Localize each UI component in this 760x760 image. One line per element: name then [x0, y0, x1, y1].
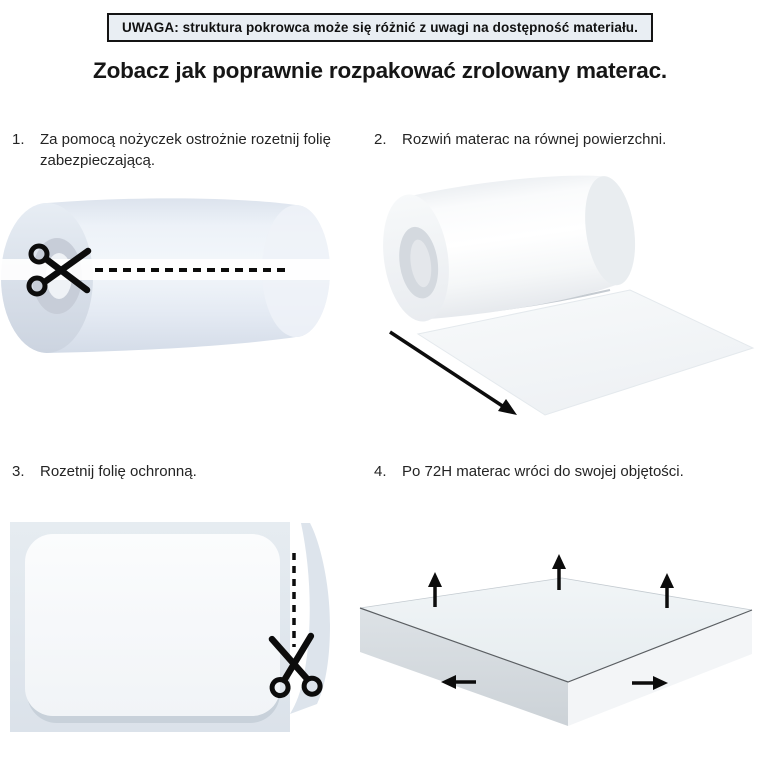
step-1-number: 1. [12, 131, 25, 148]
step-3-text: Rozetnij folię ochronną. [40, 463, 197, 480]
step-1-text: Za pomocą nożyczek ostrożnie rozetnij folię zabezpieczającą. [40, 131, 331, 169]
step-3-illustration-foil-cut [5, 515, 350, 750]
step-4-illustration-expanding-mattress [355, 545, 760, 760]
mattress-slab [360, 578, 752, 726]
peeled-foil-strip [290, 523, 330, 714]
step-3-number: 3. [12, 463, 25, 480]
flat-mattress [25, 534, 280, 716]
step-2-illustration-unrolling-mattress [360, 160, 760, 430]
step-2-text: Rozwiń materac na równej powierzchni. [402, 131, 667, 148]
page-title: Zobacz jak poprawnie rozpakować zrolowany materac. [93, 58, 667, 83]
step-1-label [12, 129, 332, 171]
step-4-text: Po 72H materac wróci do swojej objętości. [402, 463, 684, 480]
step-3-label [12, 461, 332, 482]
step-2-number: 2. [374, 131, 387, 148]
notice-banner: UWAGA: struktura pokrowca może się różnić z uwagi na dostępność materiału. [107, 13, 653, 42]
step-1-illustration-rolled-mattress [0, 183, 335, 401]
step-4-label [374, 461, 758, 482]
step-2-label [374, 129, 758, 150]
step-4-number: 4. [374, 463, 387, 480]
